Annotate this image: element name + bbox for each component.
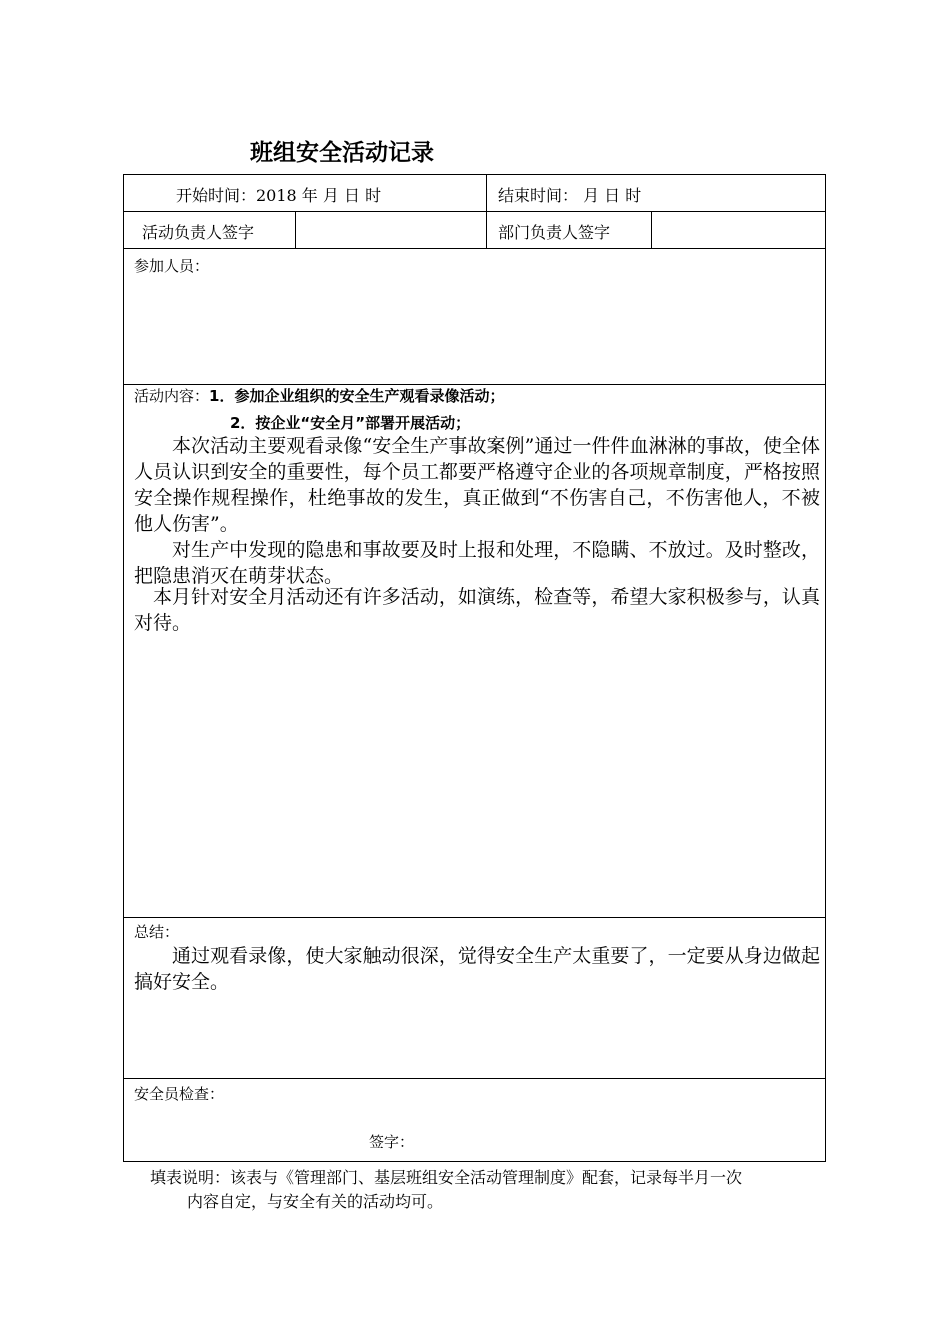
fill-instructions-line-2: 内容自定，与安全有关的活动均可。 — [187, 1192, 444, 1211]
participants-field[interactable] — [134, 279, 814, 379]
record-form — [123, 174, 826, 1162]
content-paragraph-3: 本月针对安全月活动还有许多活动，如演练，检查等，希望大家积极参与，认真对待。 — [134, 586, 820, 634]
col-divider — [486, 175, 487, 211]
summary-label: 总结： — [134, 923, 180, 941]
summary-text: 通过观看录像，使大家触动很深，觉得安全生产太重要了，一定要从身边做起搞好安全。 — [134, 945, 820, 993]
fill-instructions-line-1: 填表说明：该表与《管理部门、基层班组安全活动管理制度》配套，记录每半月一次 — [150, 1168, 743, 1187]
activity-leader-signature-field[interactable] — [304, 215, 479, 245]
fill-instructions — [150, 1166, 830, 1214]
dept-leader-signature-field[interactable] — [659, 215, 819, 245]
row-divider — [124, 917, 825, 918]
page-title: 班组安全活动记录 — [250, 140, 434, 166]
row-divider — [124, 1078, 825, 1079]
inspector-label: 安全员检查： — [134, 1085, 225, 1103]
start-time-field[interactable]: 开始时间：2018 年 月 日 时 — [176, 186, 382, 205]
content-paragraph-2: 对生产中发现的隐患和事故要及时上报和处理，不隐瞒、不放过。及时整改，把隐患消灭在萌芽状态。 — [134, 539, 820, 587]
row-divider — [124, 211, 825, 212]
col-divider — [295, 211, 296, 248]
col-divider — [486, 211, 487, 248]
end-time-field[interactable]: 结束时间： 月 日 时 — [498, 186, 642, 205]
content-item-2: 2．按企业“安全月”部署开展活动； — [230, 414, 471, 432]
inspector-sign-label: 签字： — [369, 1133, 415, 1151]
content-item-1: 1．参加企业组织的安全生产观看录像活动； — [209, 387, 505, 405]
content-paragraph-1: 本次活动主要观看录像“安全生产事故案例”通过一件件血淋淋的事故，使全体人员认识到安全的重要性，每个员工都要严格遵守企业的各项规章制度，严格按照安全操作规程操作，杜绝事故的发生，真正做到“不伤害自己，不伤害他人，不被他人伤害”。 — [134, 435, 820, 535]
activity-leader-label: 活动负责人签字 — [142, 223, 255, 242]
col-divider — [651, 211, 652, 248]
participants-label: 参加人员： — [134, 257, 210, 275]
content-label: 活动内容： — [134, 387, 210, 405]
dept-leader-label: 部门负责人签字 — [498, 223, 611, 242]
content-heading — [134, 385, 504, 406]
row-divider — [124, 248, 825, 249]
